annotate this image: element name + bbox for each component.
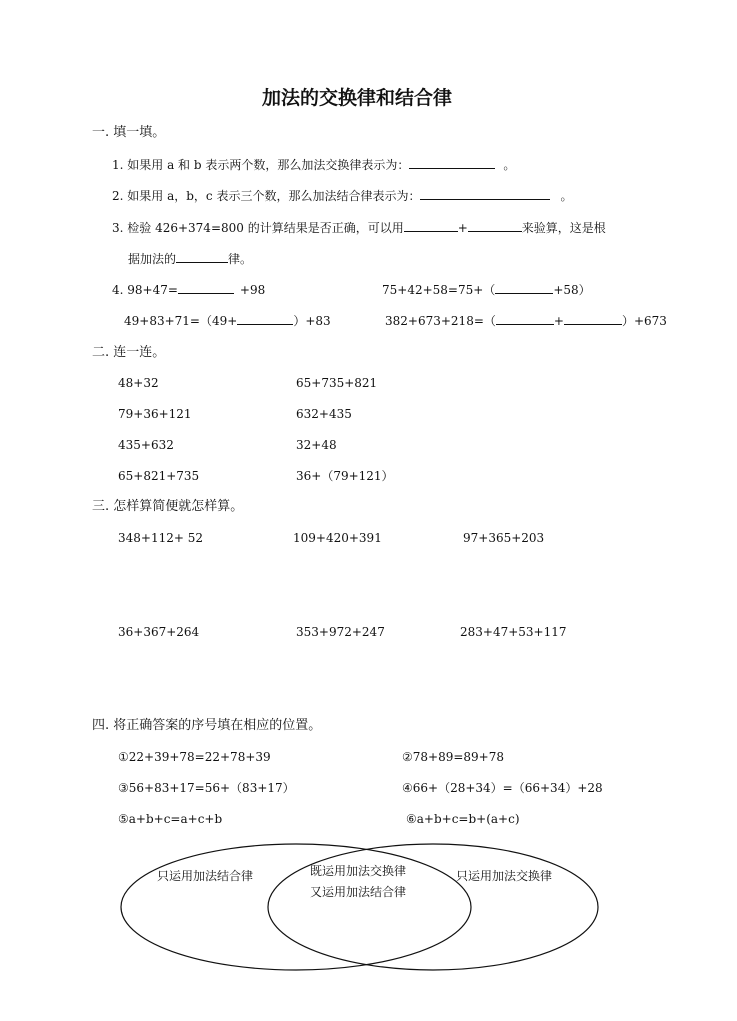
question-4c-text: 49+83+71=（49+ [124,314,238,328]
calc-problem: 97+365+203 [463,531,545,545]
question-2-end: 。 [560,189,573,203]
match-right-item[interactable]: 65+735+821 [296,376,378,390]
option-item: ③56+83+17=56+（83+17） [118,781,295,795]
match-left-item[interactable]: 48+32 [118,376,159,390]
question-4d-text: 382+673+218=（ [385,314,496,328]
option-item: ⑤a+b+c=a+c+b [118,812,223,826]
match-left-item[interactable]: 79+36+121 [118,407,192,421]
section-3-heading: 三. 怎样算简便就怎样算。 [92,499,244,514]
question-4b-end: +58） [553,283,591,297]
section-1-heading: 一. 填一填。 [92,125,166,140]
option-item: ①22+39+78=22+78+39 [118,750,271,764]
question-1-text: 1. 如果用 a 和 b 表示两个数，那么加法交换律表示为： [112,158,410,172]
question-3-text-cont: 来验算，这是根 [521,221,606,235]
venn-middle-label-2: 又运用加法结合律 [310,885,407,899]
page-title: 加法的交换律和结合律 [262,87,453,109]
question-2-text: 2. 如果用 a，b，c 表示三个数，那么加法结合律表示为： [112,189,421,203]
match-right-item[interactable]: 32+48 [296,438,337,452]
section-4-heading: 四. 将正确答案的序号填在相应的位置。 [92,718,322,733]
venn-left-label: 只运用加法结合律 [157,869,254,883]
venn-right-label: 只运用加法交换律 [456,869,553,883]
left-ellipse [121,844,471,970]
calc-problem: 109+420+391 [293,531,382,545]
question-4d-end: ）+673 [621,314,667,328]
option-item: ②78+89=89+78 [402,750,504,764]
section-2-heading: 二. 连一连。 [92,345,166,360]
venn-middle-label-1: 既运用加法交换律 [310,864,407,878]
plus-sign: + [553,314,564,328]
calc-problem: 283+47+53+117 [460,625,567,639]
question-4b-text: 75+42+58=75+（ [382,283,496,297]
match-right-item[interactable]: 632+435 [296,407,352,421]
question-1-end: 。 [503,158,516,172]
option-item: ⑥a+b+c=b+(a+c) [406,812,520,826]
option-item: ④66+（28+34）=（66+34）+28 [402,781,603,795]
match-right-item[interactable]: 36+（79+121） [296,469,394,483]
question-3-line-2-end: 律。 [228,252,253,266]
question-3-line-2-text: 据加法的 [128,252,177,266]
match-left-item[interactable]: 65+821+735 [118,469,200,483]
calc-problem: 348+112+ 52 [118,531,204,545]
match-left-item[interactable]: 435+632 [118,438,174,452]
question-4a-end: +98 [239,283,266,297]
calc-problem: 353+972+247 [296,625,385,639]
question-4c-end: ）+83 [293,314,331,328]
question-4a-text: 4. 98+47= [112,283,178,297]
plus-sign: + [457,221,468,235]
calc-problem: 36+367+264 [118,625,200,639]
question-3-text: 3. 检验 426+374=800 的计算结果是否正确，可以用 [112,221,404,235]
